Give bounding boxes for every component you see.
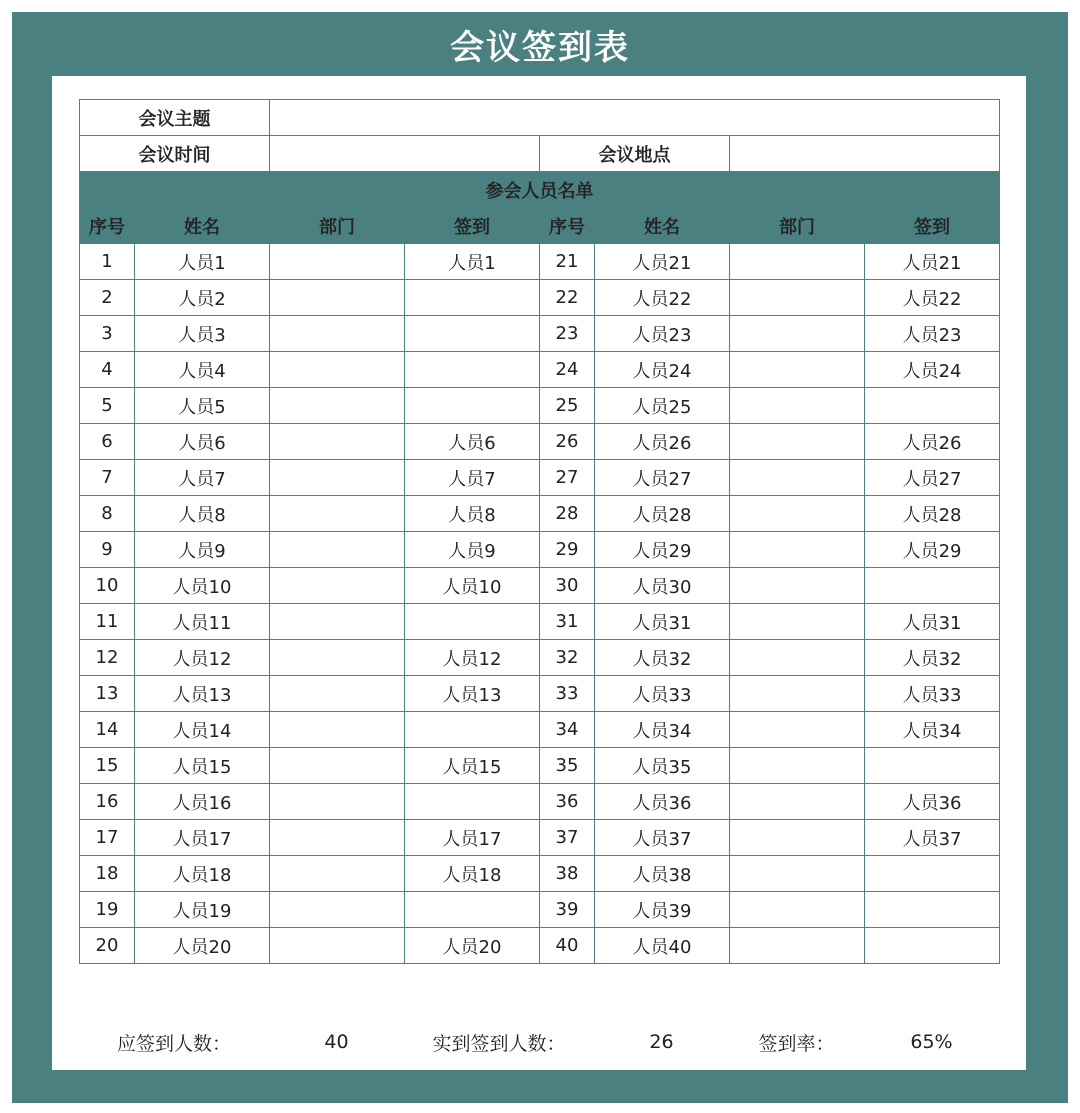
expected-count-label: 应签到人数： [116,1032,231,1055]
row-name-cell: 人员7 [135,460,270,496]
row-signin-cell[interactable] [405,892,540,928]
row-signin-cell[interactable]: 人员9 [405,532,540,568]
row-seq-cell: 15 [80,748,135,784]
rate-value: 65% [910,1031,953,1053]
row-dept-cell[interactable] [270,676,405,712]
topic-label: 会议主题 [80,100,270,136]
table-row [80,712,1000,748]
row-seq-cell: 10 [80,568,135,604]
row-signin-cell[interactable]: 人员22 [865,280,1000,316]
row-dept-cell[interactable] [730,676,865,712]
row-signin-cell[interactable] [865,748,1000,784]
row-seq-cell: 13 [80,676,135,712]
row-signin-cell[interactable] [405,388,540,424]
row-dept-cell[interactable] [270,316,405,352]
row-seq-cell: 6 [80,424,135,460]
page-title: 会议签到表 [450,27,630,68]
row-dept-cell[interactable] [270,712,405,748]
row-signin-cell[interactable]: 人员34 [865,712,1000,748]
row-seq-cell: 1 [80,244,135,280]
row-seq-cell: 5 [80,388,135,424]
table-row [80,316,1000,352]
row-seq-cell: 31 [540,604,595,640]
time-place-row [80,136,1000,172]
row-name-cell: 人员1 [135,244,270,280]
row-seq-cell: 4 [80,352,135,388]
row-dept-cell[interactable] [730,820,865,856]
row-seq-cell: 19 [80,892,135,928]
column-header-dept: 部门 [270,208,405,244]
table-row [80,928,1000,964]
row-signin-cell[interactable]: 人员29 [865,532,1000,568]
row-dept-cell[interactable] [270,568,405,604]
row-dept-cell[interactable] [730,748,865,784]
place-label: 会议地点 [540,136,730,172]
table-row [80,748,1000,784]
place-field[interactable] [730,136,1000,172]
row-name-cell: 人员34 [595,712,730,748]
row-dept-cell[interactable] [270,424,405,460]
table-row [80,640,1000,676]
row-seq-cell: 14 [80,712,135,748]
column-header-signin: 签到 [405,208,540,244]
row-seq-cell: 33 [540,676,595,712]
row-name-cell: 人员38 [595,856,730,892]
row-name-cell: 人员30 [595,568,730,604]
row-seq-cell: 39 [540,892,595,928]
row-dept-cell[interactable] [270,892,405,928]
row-name-cell: 人员23 [595,316,730,352]
row-signin-cell[interactable]: 人员36 [865,784,1000,820]
sign-in-table [79,99,1000,964]
row-seq-cell: 21 [540,244,595,280]
row-name-cell: 人员32 [595,640,730,676]
table-row [80,676,1000,712]
actual-count-value: 26 [649,1031,674,1053]
column-header-name: 姓名 [135,208,270,244]
row-signin-cell[interactable]: 人员21 [865,244,1000,280]
row-seq-cell: 40 [540,928,595,964]
row-dept-cell[interactable] [730,784,865,820]
rate-label: 签到率： [758,1032,835,1055]
row-seq-cell: 2 [80,280,135,316]
row-signin-cell[interactable] [405,280,540,316]
row-dept-cell[interactable] [270,352,405,388]
actual-count-label: 实到签到人数： [432,1032,566,1055]
row-dept-cell[interactable] [730,568,865,604]
table-row [80,820,1000,856]
row-seq-cell: 36 [540,784,595,820]
row-seq-cell: 11 [80,604,135,640]
row-seq-cell: 29 [540,532,595,568]
row-signin-cell[interactable]: 人员37 [865,820,1000,856]
row-signin-cell[interactable]: 人员28 [865,496,1000,532]
row-signin-cell[interactable] [865,928,1000,964]
row-name-cell: 人员19 [135,892,270,928]
row-dept-cell[interactable] [730,496,865,532]
row-dept-cell[interactable] [730,424,865,460]
row-name-cell: 人员24 [595,352,730,388]
table-row [80,892,1000,928]
row-signin-cell[interactable]: 人员32 [865,640,1000,676]
table-row [80,424,1000,460]
row-name-cell: 人员22 [595,280,730,316]
row-name-cell: 人员28 [595,496,730,532]
row-name-cell: 人员5 [135,388,270,424]
row-seq-cell: 8 [80,496,135,532]
row-name-cell: 人员4 [135,352,270,388]
row-dept-cell[interactable] [730,604,865,640]
row-seq-cell: 38 [540,856,595,892]
row-signin-cell[interactable] [405,316,540,352]
row-seq-cell: 16 [80,784,135,820]
row-name-cell: 人员11 [135,604,270,640]
row-signin-cell[interactable]: 人员6 [405,424,540,460]
row-name-cell: 人员2 [135,280,270,316]
row-name-cell: 人员16 [135,784,270,820]
table-row [80,388,1000,424]
row-seq-cell: 20 [80,928,135,964]
row-signin-cell[interactable]: 人员33 [865,676,1000,712]
row-name-cell: 人员12 [135,640,270,676]
row-signin-cell[interactable]: 人员18 [405,856,540,892]
row-signin-cell[interactable]: 人员15 [405,748,540,784]
table-row [80,568,1000,604]
row-dept-cell[interactable] [730,352,865,388]
row-signin-cell[interactable] [865,568,1000,604]
row-dept-cell[interactable] [730,280,865,316]
row-dept-cell[interactable] [270,280,405,316]
row-signin-cell[interactable]: 人员20 [405,928,540,964]
row-name-cell: 人员36 [595,784,730,820]
row-seq-cell: 30 [540,568,595,604]
attendee-list-title: 参会人员名单 [80,172,1000,208]
row-seq-cell: 22 [540,280,595,316]
row-signin-cell[interactable]: 人员13 [405,676,540,712]
row-name-cell: 人员25 [595,388,730,424]
row-signin-cell[interactable] [865,892,1000,928]
row-seq-cell: 37 [540,820,595,856]
row-dept-cell[interactable] [730,316,865,352]
row-seq-cell: 23 [540,316,595,352]
row-name-cell: 人员18 [135,856,270,892]
row-signin-cell[interactable]: 人员12 [405,640,540,676]
table-row [80,784,1000,820]
column-header-signin: 签到 [865,208,1000,244]
row-signin-cell[interactable] [405,784,540,820]
row-signin-cell[interactable]: 人员26 [865,424,1000,460]
table-row [80,352,1000,388]
row-name-cell: 人员20 [135,928,270,964]
row-seq-cell: 18 [80,856,135,892]
row-signin-cell[interactable] [405,604,540,640]
table-row [80,496,1000,532]
row-name-cell: 人员17 [135,820,270,856]
attendee-list-band [80,172,1000,208]
topic-field[interactable] [270,100,1000,136]
table-row [80,604,1000,640]
column-header-name: 姓名 [595,208,730,244]
row-name-cell: 人员21 [595,244,730,280]
row-name-cell: 人员13 [135,676,270,712]
table-row [80,532,1000,568]
row-signin-cell[interactable]: 人员27 [865,460,1000,496]
row-dept-cell[interactable] [730,892,865,928]
row-signin-cell[interactable]: 人员17 [405,820,540,856]
row-name-cell: 人员15 [135,748,270,784]
row-dept-cell[interactable] [730,388,865,424]
column-header-seq: 序号 [80,208,135,244]
time-field[interactable] [270,136,540,172]
row-name-cell: 人员31 [595,604,730,640]
row-dept-cell[interactable] [730,244,865,280]
summary-bar [79,1022,999,1062]
row-signin-cell[interactable]: 人员1 [405,244,540,280]
row-signin-cell[interactable]: 人员31 [865,604,1000,640]
table-row [80,244,1000,280]
row-seq-cell: 35 [540,748,595,784]
table-row [80,856,1000,892]
table-row [80,280,1000,316]
row-signin-cell[interactable]: 人员23 [865,316,1000,352]
row-dept-cell[interactable] [270,928,405,964]
row-seq-cell: 17 [80,820,135,856]
row-name-cell: 人员6 [135,424,270,460]
row-seq-cell: 7 [80,460,135,496]
row-signin-cell[interactable] [865,388,1000,424]
row-dept-cell[interactable] [270,388,405,424]
table-row [80,460,1000,496]
time-label: 会议时间 [80,136,270,172]
row-dept-cell[interactable] [270,856,405,892]
row-signin-cell[interactable]: 人员24 [865,352,1000,388]
row-dept-cell[interactable] [270,640,405,676]
row-signin-cell[interactable] [405,712,540,748]
row-dept-cell[interactable] [730,460,865,496]
row-name-cell: 人员3 [135,316,270,352]
sign-in-sheet [52,76,1026,1070]
row-signin-cell[interactable]: 人员7 [405,460,540,496]
row-dept-cell[interactable] [730,532,865,568]
column-header-seq: 序号 [540,208,595,244]
row-seq-cell: 12 [80,640,135,676]
row-name-cell: 人员29 [595,532,730,568]
row-name-cell: 人员40 [595,928,730,964]
row-seq-cell: 9 [80,532,135,568]
row-seq-cell: 27 [540,460,595,496]
row-dept-cell[interactable] [730,640,865,676]
row-name-cell: 人员14 [135,712,270,748]
row-signin-cell[interactable] [405,352,540,388]
row-name-cell: 人员8 [135,496,270,532]
row-dept-cell[interactable] [270,820,405,856]
row-dept-cell[interactable] [270,604,405,640]
row-signin-cell[interactable]: 人员10 [405,568,540,604]
row-name-cell: 人员35 [595,748,730,784]
row-name-cell: 人员10 [135,568,270,604]
row-name-cell: 人员33 [595,676,730,712]
row-signin-cell[interactable] [865,856,1000,892]
row-name-cell: 人员26 [595,424,730,460]
row-name-cell: 人员39 [595,892,730,928]
row-seq-cell: 32 [540,640,595,676]
column-header-dept: 部门 [730,208,865,244]
row-seq-cell: 24 [540,352,595,388]
row-dept-cell[interactable] [730,712,865,748]
row-dept-cell[interactable] [730,856,865,892]
column-header-row [80,208,1000,244]
row-signin-cell[interactable]: 人员8 [405,496,540,532]
row-name-cell: 人员27 [595,460,730,496]
row-seq-cell: 3 [80,316,135,352]
row-name-cell: 人员9 [135,532,270,568]
row-name-cell: 人员37 [595,820,730,856]
row-dept-cell[interactable] [270,244,405,280]
topic-row [80,100,1000,136]
row-seq-cell: 34 [540,712,595,748]
row-dept-cell[interactable] [270,532,405,568]
expected-count-value: 40 [324,1031,349,1053]
row-seq-cell: 28 [540,496,595,532]
row-dept-cell[interactable] [270,748,405,784]
row-dept-cell[interactable] [270,784,405,820]
row-seq-cell: 25 [540,388,595,424]
row-dept-cell[interactable] [270,496,405,532]
row-dept-cell[interactable] [730,928,865,964]
row-dept-cell[interactable] [270,460,405,496]
row-seq-cell: 26 [540,424,595,460]
